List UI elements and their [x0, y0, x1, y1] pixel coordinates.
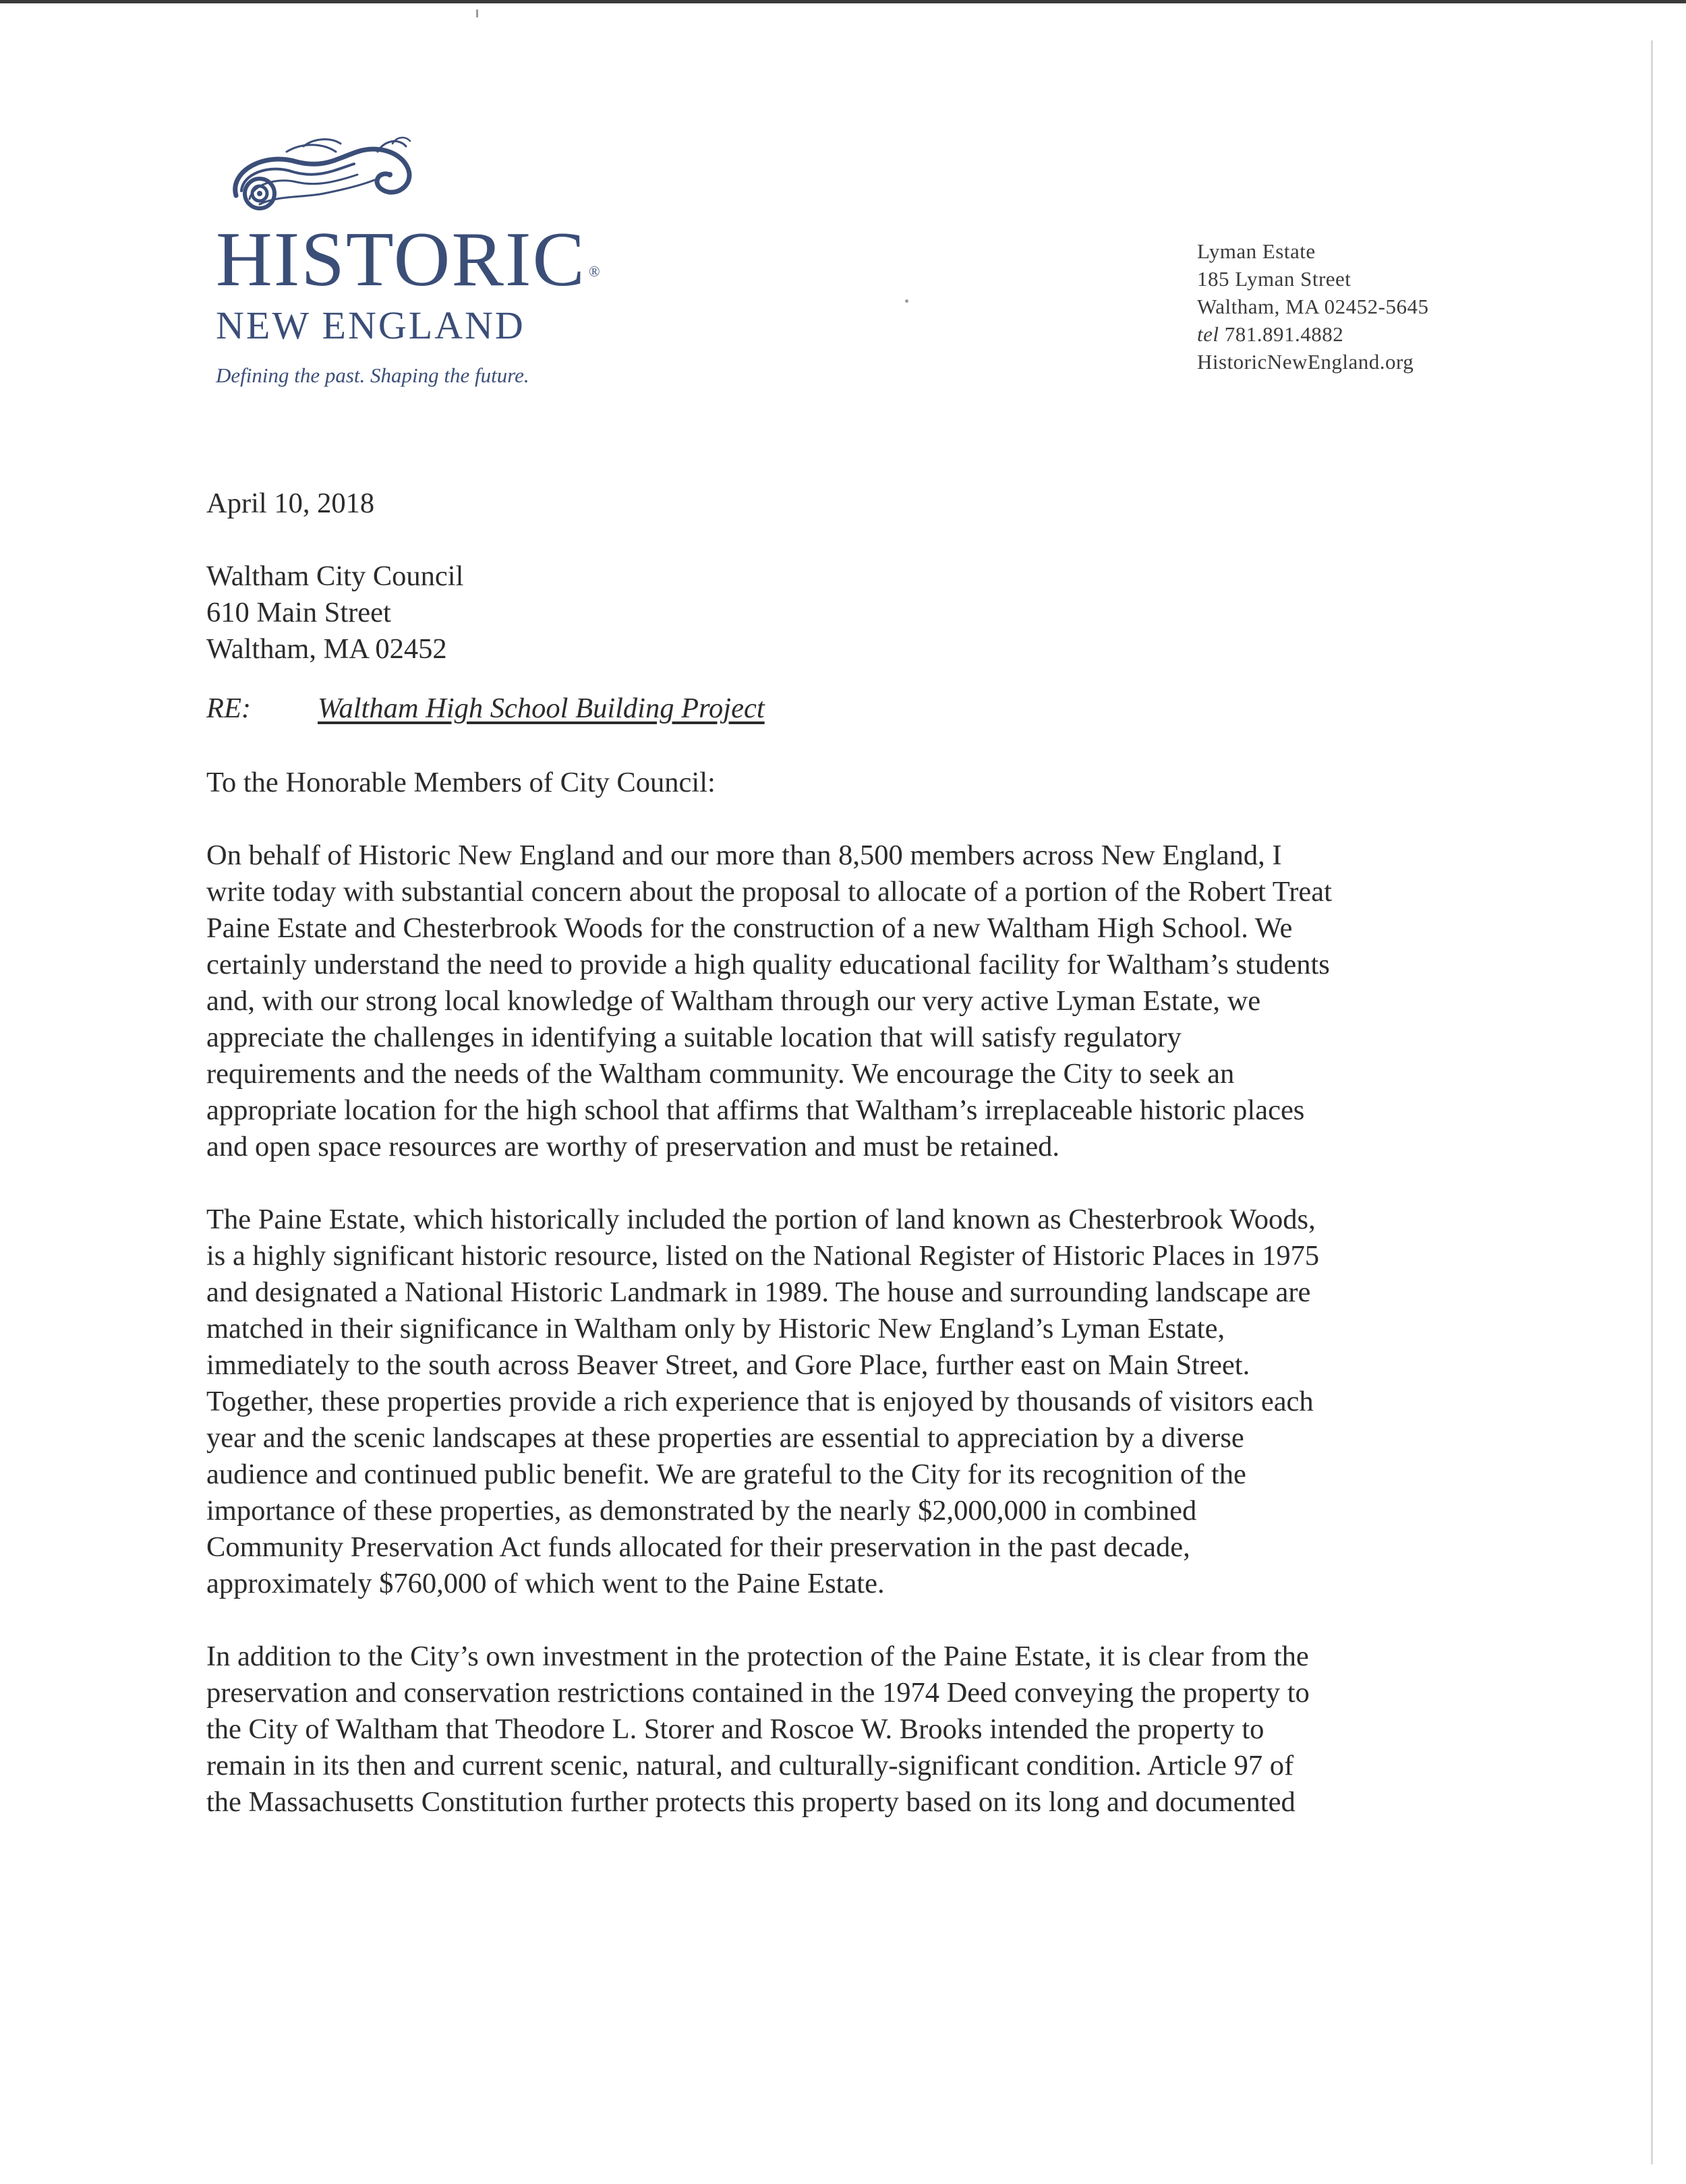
- paragraph-line: Paine Estate and Chesterbrook Woods for the construction of a new Waltham High School. We: [206, 912, 1293, 944]
- scan-speck: [905, 299, 908, 303]
- letter-body: [206, 485, 1427, 1857]
- letterhead-logo: [216, 131, 602, 389]
- recipient-line: Waltham, MA 02452: [206, 633, 447, 665]
- address-phone: [1197, 320, 1480, 348]
- paragraph-line: is a highly significant historic resource, listed on the National Register of Historic Places in 1975: [206, 1240, 1320, 1272]
- paragraph-line: In addition to the City’s own investment in the protection of the Paine Estate, it is clear from the: [206, 1641, 1309, 1672]
- salutation: To the Honorable Members of City Council:: [206, 767, 716, 798]
- paragraph-line: remain in its then and current scenic, natural, and culturally-significant condition. Article 97 of: [206, 1750, 1294, 1781]
- address-website: HistoricNewEngland.org: [1197, 350, 1414, 374]
- paragraph: [206, 837, 1427, 1165]
- address-city: Waltham, MA 02452-5645: [1197, 295, 1429, 318]
- paragraph-line: On behalf of Historic New England and our more than 8,500 members across New England, I: [206, 839, 1282, 871]
- logo-subtitle: NEW ENGLAND: [216, 303, 525, 347]
- paragraph-line: matched in their significance in Waltham only by Historic New England’s Lyman Estate,: [206, 1313, 1225, 1345]
- paragraph: [206, 1202, 1427, 1602]
- paragraph-line: certainly understand the need to provide a high quality educational facility for Waltham’s students: [206, 949, 1330, 980]
- letter-date: April 10, 2018: [206, 488, 375, 519]
- subject-label: RE:: [206, 692, 252, 724]
- address-street: 185 Lyman Street: [1197, 267, 1351, 291]
- paragraph-line: preservation and conservation restrictions contained in the 1974 Deed conveying the property to: [206, 1677, 1310, 1709]
- tel-number: 781.891.4882: [1224, 322, 1344, 346]
- recipient-line: 610 Main Street: [206, 597, 391, 628]
- subject-line: [206, 690, 1427, 727]
- scan-edge-top: [0, 0, 1686, 3]
- paragraph-line: and open space resources are worthy of preservation and must be retained.: [206, 1131, 1060, 1162]
- letterhead-address: [1197, 237, 1480, 376]
- paragraph-line: immediately to the south across Beaver Street, and Gore Place, further east on Main Street.: [206, 1349, 1250, 1381]
- registered-mark: ®: [588, 263, 602, 280]
- paragraph-line: Community Preservation Act funds allocated for their preservation in the past decade,: [206, 1531, 1190, 1563]
- paragraph: [206, 1639, 1427, 1821]
- logo-tagline: Defining the past. Shaping the future.: [216, 363, 529, 387]
- recipient-address: [206, 558, 1427, 668]
- paragraph-line: requirements and the needs of the Waltham community. We encourage the City to seek an: [206, 1058, 1235, 1090]
- recipient-line: Waltham City Council: [206, 560, 464, 592]
- subject-text: Waltham High School Building Project: [318, 692, 765, 724]
- scroll-flourish-icon: [223, 131, 425, 219]
- tel-prefix: tel: [1197, 322, 1219, 346]
- paragraph-line: write today with substantial concern about the proposal to allocate of a portion of the Robert Treat: [206, 876, 1332, 908]
- paragraph-line: and designated a National Historic Landmark in 1989. The house and surrounding landscape are: [206, 1276, 1311, 1308]
- paragraph-line: the Massachusetts Constitution further protects this property based on its long and documented: [206, 1786, 1296, 1818]
- scan-edge-right: [1651, 40, 1653, 2164]
- paragraph-line: the City of Waltham that Theodore L. Storer and Roscoe W. Brooks intended the property to: [206, 1713, 1264, 1745]
- paragraph-line: and, with our strong local knowledge of Waltham through our very active Lyman Estate, we: [206, 985, 1261, 1017]
- address-name: Lyman Estate: [1197, 239, 1316, 263]
- paragraph-line: approximately $760,000 of which went to the Paine Estate.: [206, 1568, 885, 1599]
- paragraph-line: Together, these properties provide a rich experience that is enjoyed by thousands of visitors each: [206, 1386, 1314, 1417]
- paragraph-line: year and the scenic landscapes at these properties are essential to appreciation by a diverse: [206, 1422, 1244, 1454]
- logo-title: HISTORIC ®: [216, 216, 602, 303]
- scan-speck: [476, 9, 478, 18]
- paragraph-line: appropriate location for the high school that affirms that Waltham’s irreplaceable historic places: [206, 1094, 1305, 1126]
- paragraph-line: The Paine Estate, which historically included the portion of land known as Chesterbrook Woods,: [206, 1204, 1316, 1235]
- paragraph-line: appreciate the challenges in identifying a suitable location that will satisfy regulatory: [206, 1022, 1182, 1053]
- paragraph-line: importance of these properties, as demonstrated by the nearly $2,000,000 in combined: [206, 1495, 1197, 1527]
- paragraph-line: audience and continued public benefit. We are grateful to the City for its recognition of the: [206, 1458, 1246, 1490]
